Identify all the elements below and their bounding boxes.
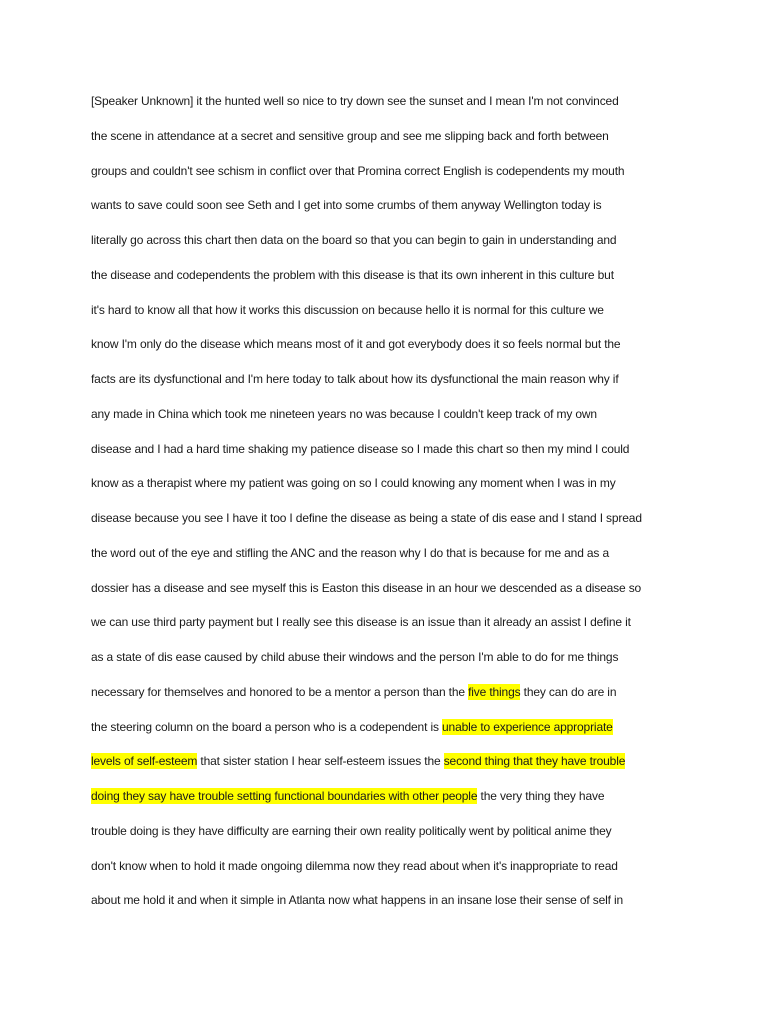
highlighted-text: doing they say have trouble setting functional boundaries with other people	[91, 789, 478, 803]
text-line	[91, 470, 691, 505]
text-line	[91, 401, 691, 436]
line-text: the very thing they have	[477, 789, 605, 803]
line-text: any made in China which took me nineteen years no was because I couldn't keep track of my own	[91, 406, 597, 421]
line-text: don't know when to hold it made ongoing dilemma now they read about when it's inappropriate to read	[91, 858, 618, 873]
line-text: dossier has a disease and see myself this is Easton this disease in an hour we descended as a disease so	[91, 580, 642, 595]
highlighted-text: unable to experience appropriate	[442, 719, 613, 734]
line-text: that sister station I hear self-esteem issues the	[197, 754, 444, 769]
text-line	[91, 158, 691, 193]
text-line	[91, 540, 691, 575]
text-line	[91, 644, 691, 679]
text-line	[91, 609, 691, 644]
line-text: groups and couldn't see schism in conflict over that Promina correct English is codependents my mouth	[91, 163, 625, 178]
line-text: as a state of dis ease caused by child abuse their windows and the person I'm able to do for me things	[91, 650, 619, 664]
text-line	[91, 714, 691, 749]
text-line	[91, 783, 691, 818]
line-text: the scene in attendance at a secret and sensitive group and see me slipping back and forth between	[91, 128, 609, 143]
line-text: disease because you see I have it too I define the disease as being a state of dis ease and I stand I spread	[91, 511, 642, 525]
text-line	[91, 331, 691, 366]
text-line	[91, 366, 691, 401]
text-line	[91, 818, 691, 853]
highlighted-text: five things	[468, 684, 521, 699]
line-text: facts are its dysfunctional and I'm here today to talk about how its dysfunctional the main reason why if	[91, 372, 619, 386]
text-line	[91, 297, 691, 332]
text-line	[91, 575, 691, 610]
text-line	[91, 123, 691, 158]
line-text: [Speaker Unknown] it the hunted well so nice to try down see the sunset and I mean I'm not convinced	[91, 94, 619, 108]
line-text: the word out of the eye and stifling the ANC and the reason why I do that is because for me and as a	[91, 545, 609, 560]
line-text: we can use third party payment but I really see this disease is an issue than it already an assist I define it	[91, 615, 631, 630]
line-text: know I'm only do the disease which means most of it and got everybody does it so feels normal but the	[91, 337, 621, 352]
line-text: wants to save could soon see Seth and I get into some crumbs of them anyway Wellington today is	[91, 198, 602, 213]
line-text: the disease and codependents the problem with this disease is that its own inherent in this culture but	[91, 267, 614, 282]
line-text: the steering column on the board a person who is a codependent is	[91, 719, 443, 734]
text-line	[91, 679, 691, 714]
highlighted-text: levels of self-esteem	[91, 754, 198, 769]
line-text: know as a therapist where my patient was going on so I could knowing any moment when I was in my	[91, 476, 616, 491]
text-line	[91, 227, 691, 262]
text-line	[91, 88, 691, 123]
text-line	[91, 853, 691, 888]
line-text: necessary for themselves and honored to be a mentor a person than the	[91, 684, 469, 699]
line-text: disease and I had a hard time shaking my patience disease so I made this chart so then my mind I could	[91, 441, 630, 456]
line-text: about me hold it and when it simple in Atlanta now what happens in an insane lose their sense of self in	[91, 893, 624, 908]
line-text: trouble doing is they have difficulty are earning their own reality politically went by political anime they	[91, 823, 612, 838]
highlighted-text: second thing that they have trouble	[443, 754, 626, 769]
line-text: they can do are in	[520, 684, 617, 699]
text-line	[91, 887, 691, 922]
line-text: it's hard to know all that how it works this discussion on because hello it is normal for this culture we	[91, 302, 604, 317]
text-line	[91, 192, 691, 227]
text-line	[91, 436, 691, 471]
text-line	[91, 262, 691, 297]
text-line	[91, 505, 691, 540]
line-text: literally go across this chart then data on the board so that you can begin to gain in understanding and	[91, 233, 617, 247]
transcript-text	[91, 88, 691, 922]
text-line	[91, 748, 691, 783]
